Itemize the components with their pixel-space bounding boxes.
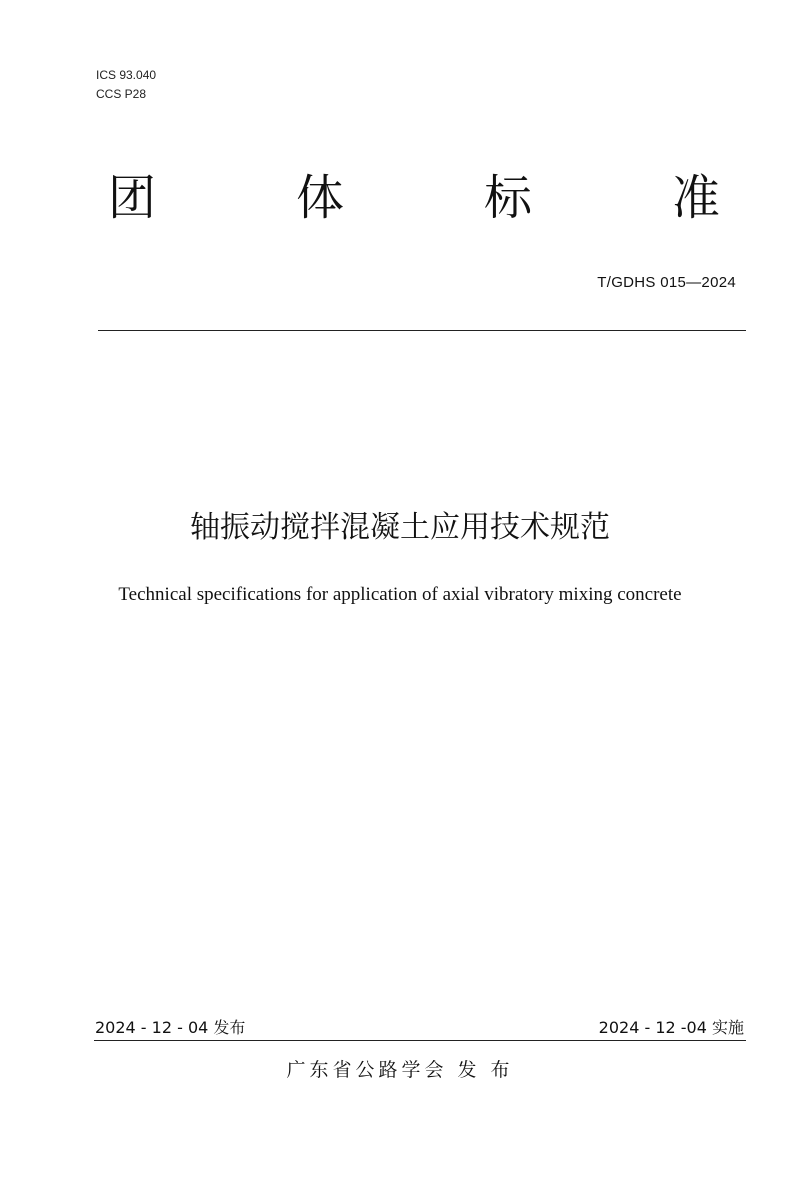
- standard-number: T/GDHS 015—2024: [597, 274, 736, 291]
- ccs-code: CCS P28: [96, 87, 147, 101]
- title-chinese: 轴振动搅拌混凝土应用技术规范: [190, 510, 610, 545]
- bottom-divider: [94, 1040, 746, 1041]
- standard-type-char: 准: [671, 170, 720, 226]
- ics-code: ICS 93.040: [96, 68, 157, 82]
- standard-type-char: 体: [295, 170, 344, 226]
- standard-type-heading: [108, 168, 720, 228]
- title-english: Technical specifications for application of axial vibratory mixing concrete: [118, 584, 682, 605]
- issue-date: 2024 - 12 - 04 发布: [95, 1018, 246, 1037]
- implementation-date: 2024 - 12 -04 实施: [598, 1018, 744, 1037]
- top-divider: [98, 330, 746, 331]
- standard-type-char: 团: [108, 170, 157, 226]
- classification-codes: [96, 66, 156, 104]
- publisher-line: 广东省公路学会 发 布: [286, 1059, 514, 1081]
- standard-type-char: 标: [483, 170, 532, 226]
